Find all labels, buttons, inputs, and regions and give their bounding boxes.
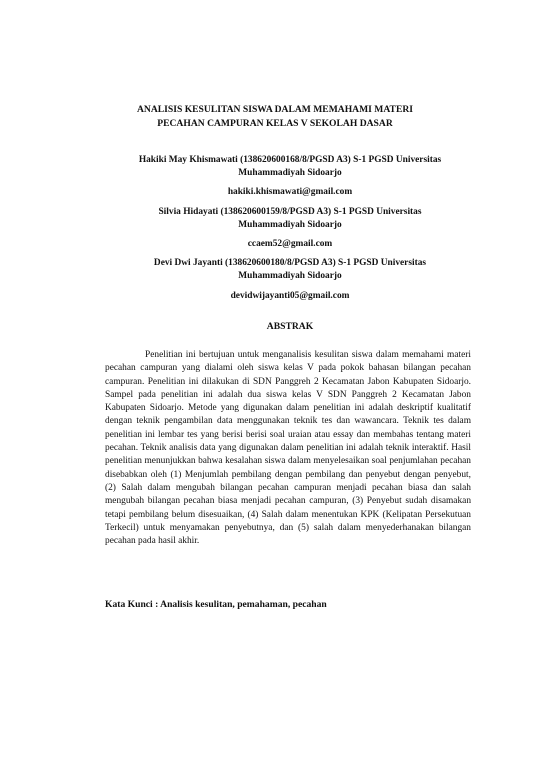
author-2-email: ccaem52@gmail.com: [247, 239, 333, 250]
paper-title-line-2: PECAHAN CAMPURAN KELAS V SEKOLAH DASAR: [157, 117, 393, 129]
author-block: [100, 154, 480, 309]
author-3-affiliation-line-2: Muhammadiyah Sidoarjo: [238, 271, 342, 282]
author-3-email: devidwijayanti05@gmail.com: [230, 290, 350, 301]
author-2-affiliation-line-1: Silvia Hidayati (138620600159/8/PGSD A3) S-1 PGSD Universitas: [158, 206, 422, 217]
author-1-affiliation-line-2: Muhammadiyah Sidoarjo: [238, 168, 342, 179]
abstract-heading: ABSTRAK: [266, 321, 314, 332]
paper-title-line-1: ANALISIS KESULITAN SISWA DALAM MEMAHAMI MATERI: [136, 104, 414, 115]
paper-title: [100, 103, 450, 130]
abstract-paragraph: Penelitian ini bertujuan untuk menganalisis kesulitan siswa dalam memahami materi pecahan campuran yang dialami oleh siswa kelas V pada pokok bahasan bilangan pecahan campuran. Penelitian ini dilakukan di SDN Panggreh 2 Kecamatan Jabon Kabupaten Sidoarjo. Sampel pada penelitian ini adalah dua siswa kelas V SDN Panggreh 2 Kecamatan Jabon Kabupaten Sidoarjo. Metode yang digunakan dalam penelitian ini adalah deskriptif kualitatif dengan teknik pengambilan data menggunakan teknik tes dan wawancara. Teknik tes dalam penelitian ini lembar tes yang berisi berisi soal uraian atau essay dan membahas tentang materi pecahan. Teknik analisis data yang digunakan dalam penelitian ini adalah teknik interaktif. Hasil penelitian menunjukkan bahwa kesalahan siswa dalam menyelesaikan soal penjumlahan pecahan disebabkan oleh (1) Menjumlah pembilang dengan pembilang dan penyebut dengan penyebut, (2) Salah dalam mengubah bilangan pecahan campuran menjadi pecahan biasa dan salah mengubah bilangan pecahan biasa menjadi pecahan campuran, (3) Penyebut sudah disamakan tetapi pembilang belum disesuaikan, (4) Salah dalam menentukan KPK (Kelipatan Persekutuan Terkecil) untuk menyamakan penyebutnya, dan (5) salah dalam menyederhanakan bilangan pecahan pada hasil akhir.: [105, 350, 471, 547]
author-2-affiliation-line-2: Muhammadiyah Sidoarjo: [238, 219, 342, 230]
author-1-email: hakiki.khismawati@gmail.com: [227, 187, 353, 198]
author-3-affiliation-line-1: Devi Dwi Jayanti (138620600180/8/PGSD A3) S-1 PGSD Universitas: [153, 258, 427, 269]
keywords-line: Kata Kunci : Analisis kesulitan, pemahaman, pecahan: [105, 599, 327, 610]
author-1-affiliation-line-1: Hakiki May Khismawati (138620600168/8/PGSD A3) S-1 PGSD Universitas: [138, 155, 442, 165]
